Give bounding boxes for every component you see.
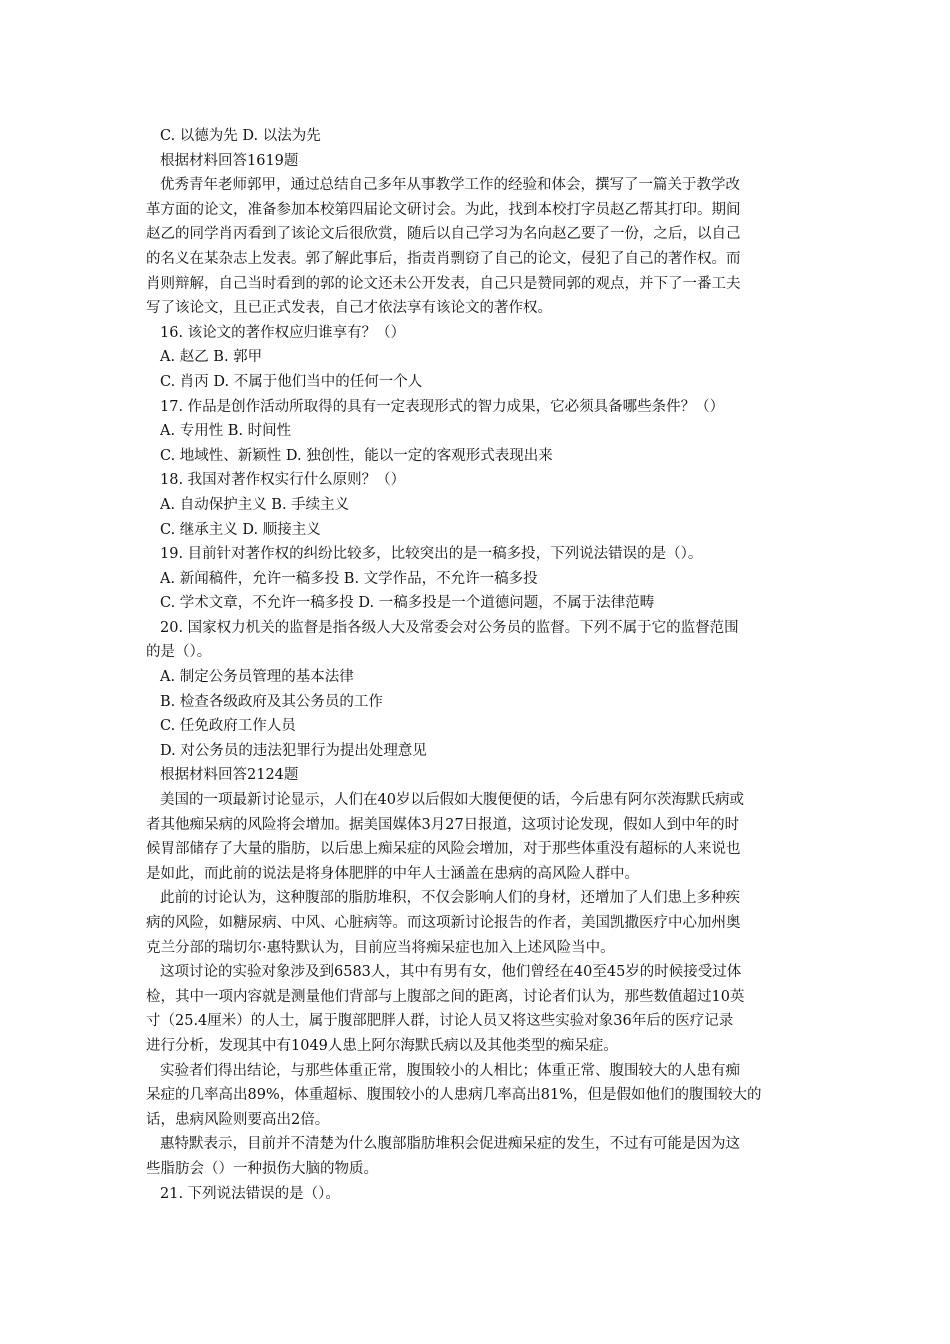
text-line: 这项讨论的实验对象涉及到6583人，其中有男有女，他们曾经在40至45岁的时候接受过体 (160, 964, 742, 981)
text-line: 21. 下列说法错误的是（）。 (160, 1185, 340, 1202)
text-line: 话，患病风险则要高出2倍。 (146, 1111, 330, 1128)
text-line: 19. 目前针对著作权的纠纷比较多，比较突出的是一稿多投，下列说法错误的是（）。 (160, 546, 703, 563)
text-line: 惠特默表示，目前并不清楚为什么腹部脂肪堆积会促进痴呆症的发生，不过有可能是因为这 (160, 1136, 740, 1153)
text-line: 写了该论文，且已正式发表，自己才依法享有该论文的著作权。 (146, 300, 552, 317)
text-line: 赵乙的同学肖丙看到了该论文后很欣赏，随后以自己学习为名向赵乙要了一份，之后，以自己 (146, 226, 741, 243)
text-line: C. 以德为先 D. 以法为先 (160, 128, 321, 144)
text-line: 克兰分部的瑞切尔·惠特默认为，目前应当将痴呆症也加入上述风险当中。 (146, 939, 615, 956)
text-line: D. 对公务员的违法犯罪行为提出处理意见 (160, 742, 427, 759)
text-line: 根据材料回答2124题 (160, 767, 299, 784)
text-line: 美国的一项最新讨论显示，人们在40岁以后假如大腹便便的话，今后患有阿尔茨海默氏病或 (160, 792, 744, 809)
text-line: 优秀青年老师郭甲，通过总结自己多年从事教学工作的经验和体会，撰写了一篇关于教学改 (160, 177, 740, 194)
text-line: 候胃部储存了大量的脂肪，以后患上痴呆症的风险会增加，对于那些体重没有超标的人来说也 (146, 841, 741, 858)
text-line: A. 赵乙 B. 郭甲 (160, 349, 263, 366)
text-line: A. 专用性 B. 时间性 (160, 423, 292, 440)
text-line: 检，其中一项内容就是测量他们背部与上腹部之间的距离，讨论者们认为，那些数值超过10英 (146, 988, 745, 1005)
text-line: 病的风险，如糖尿病、中风、心脏病等。而这项新讨论报告的作者，美国凯撒医疗中心加州奥 (146, 915, 741, 931)
text-line: 些脂肪会（）一种损伤大脑的物质。 (146, 1160, 378, 1177)
text-line: 此前的讨论认为，这种腹部的脂肪堆积，不仅会影响人们的身材，还增加了人们患上多种疾 (160, 890, 740, 907)
text-line: 的名义在某杂志上发表。郭了解此事后，指责肖剽窃了自己的论文，侵犯了自己的著作权。而 (146, 250, 741, 267)
text-line: 者其他痴呆病的风险将会增加。据美国媒体3月27日报道，这项讨论发现，假如人到中年的时 (146, 816, 740, 833)
text-line: C. 学术文章，不允许一稿多投 D. 一稿多投是一个道德问题，不属于法律范畴 (160, 595, 655, 612)
document-page (146, 124, 810, 1206)
text-line: 呆症的几率高出89%，体重超标、腹围较小的人患病几率高出81%，但是假如他们的腹围较大的 (146, 1087, 762, 1104)
text-line: C. 肖丙 D. 不属于他们当中的任何一个人 (160, 373, 423, 390)
text-line: 是如此，而此前的说法是将身体肥胖的中年人士涵盖在患病的高风险人群中。 (146, 865, 639, 882)
text-line: A. 新闻稿件，允许一稿多投 B. 文学作品，不允许一稿多投 (160, 570, 538, 587)
text-line: 17. 作品是创作活动所取得的具有一定表现形式的智力成果，它必须具备哪些条件？（） (160, 398, 725, 415)
text-line: 寸（25.4厘米）的人士，属于腹部肥胖人群，讨论人员又将这些实验对象36年后的医疗记录 (146, 1013, 734, 1030)
text-line: C. 任免政府工作人员 (160, 718, 296, 735)
text-line: 肖则辩解，自己当时看到的郭的论文还未公开发表，自己只是赞同郭的观点，并下了一番工夫 (146, 275, 741, 292)
text-line: 实验者们得出结论，与那些体重正常，腹围较小的人相比；体重正常、腹围较大的人患有痴 (160, 1062, 740, 1079)
text-line: 根据材料回答1619题 (160, 152, 299, 169)
text-line: 18. 我国对著作权实行什么原则？（） (160, 472, 406, 489)
text-line: 的是（）。 (146, 644, 212, 661)
text-line: 20. 国家权力机关的监督是指各级人大及常委会对公务员的监督。下列不属于它的监督范围 (160, 619, 739, 636)
text-line: B. 检查各级政府及其公务员的工作 (160, 693, 383, 710)
text-line: C. 继承主义 D. 顺接主义 (160, 521, 321, 538)
text-line: A. 制定公务员管理的基本法律 (160, 669, 354, 686)
text-line: C. 地域性、新颖性 D. 独创性，能以一定的客观形式表现出来 (160, 447, 553, 464)
text-line: A. 自动保护主义 B. 手续主义 (160, 496, 350, 513)
text-line: 革方面的论文，准备参加本校第四届论文研讨会。为此，找到本校打字员赵乙帮其打印。期间 (146, 201, 741, 218)
text-line: 16. 该论文的著作权应归谁享有？（） (160, 324, 406, 341)
text-line: 进行分析，发现其中有1049人患上阿尔海默氏病以及其他类型的痴呆症。 (146, 1037, 618, 1054)
